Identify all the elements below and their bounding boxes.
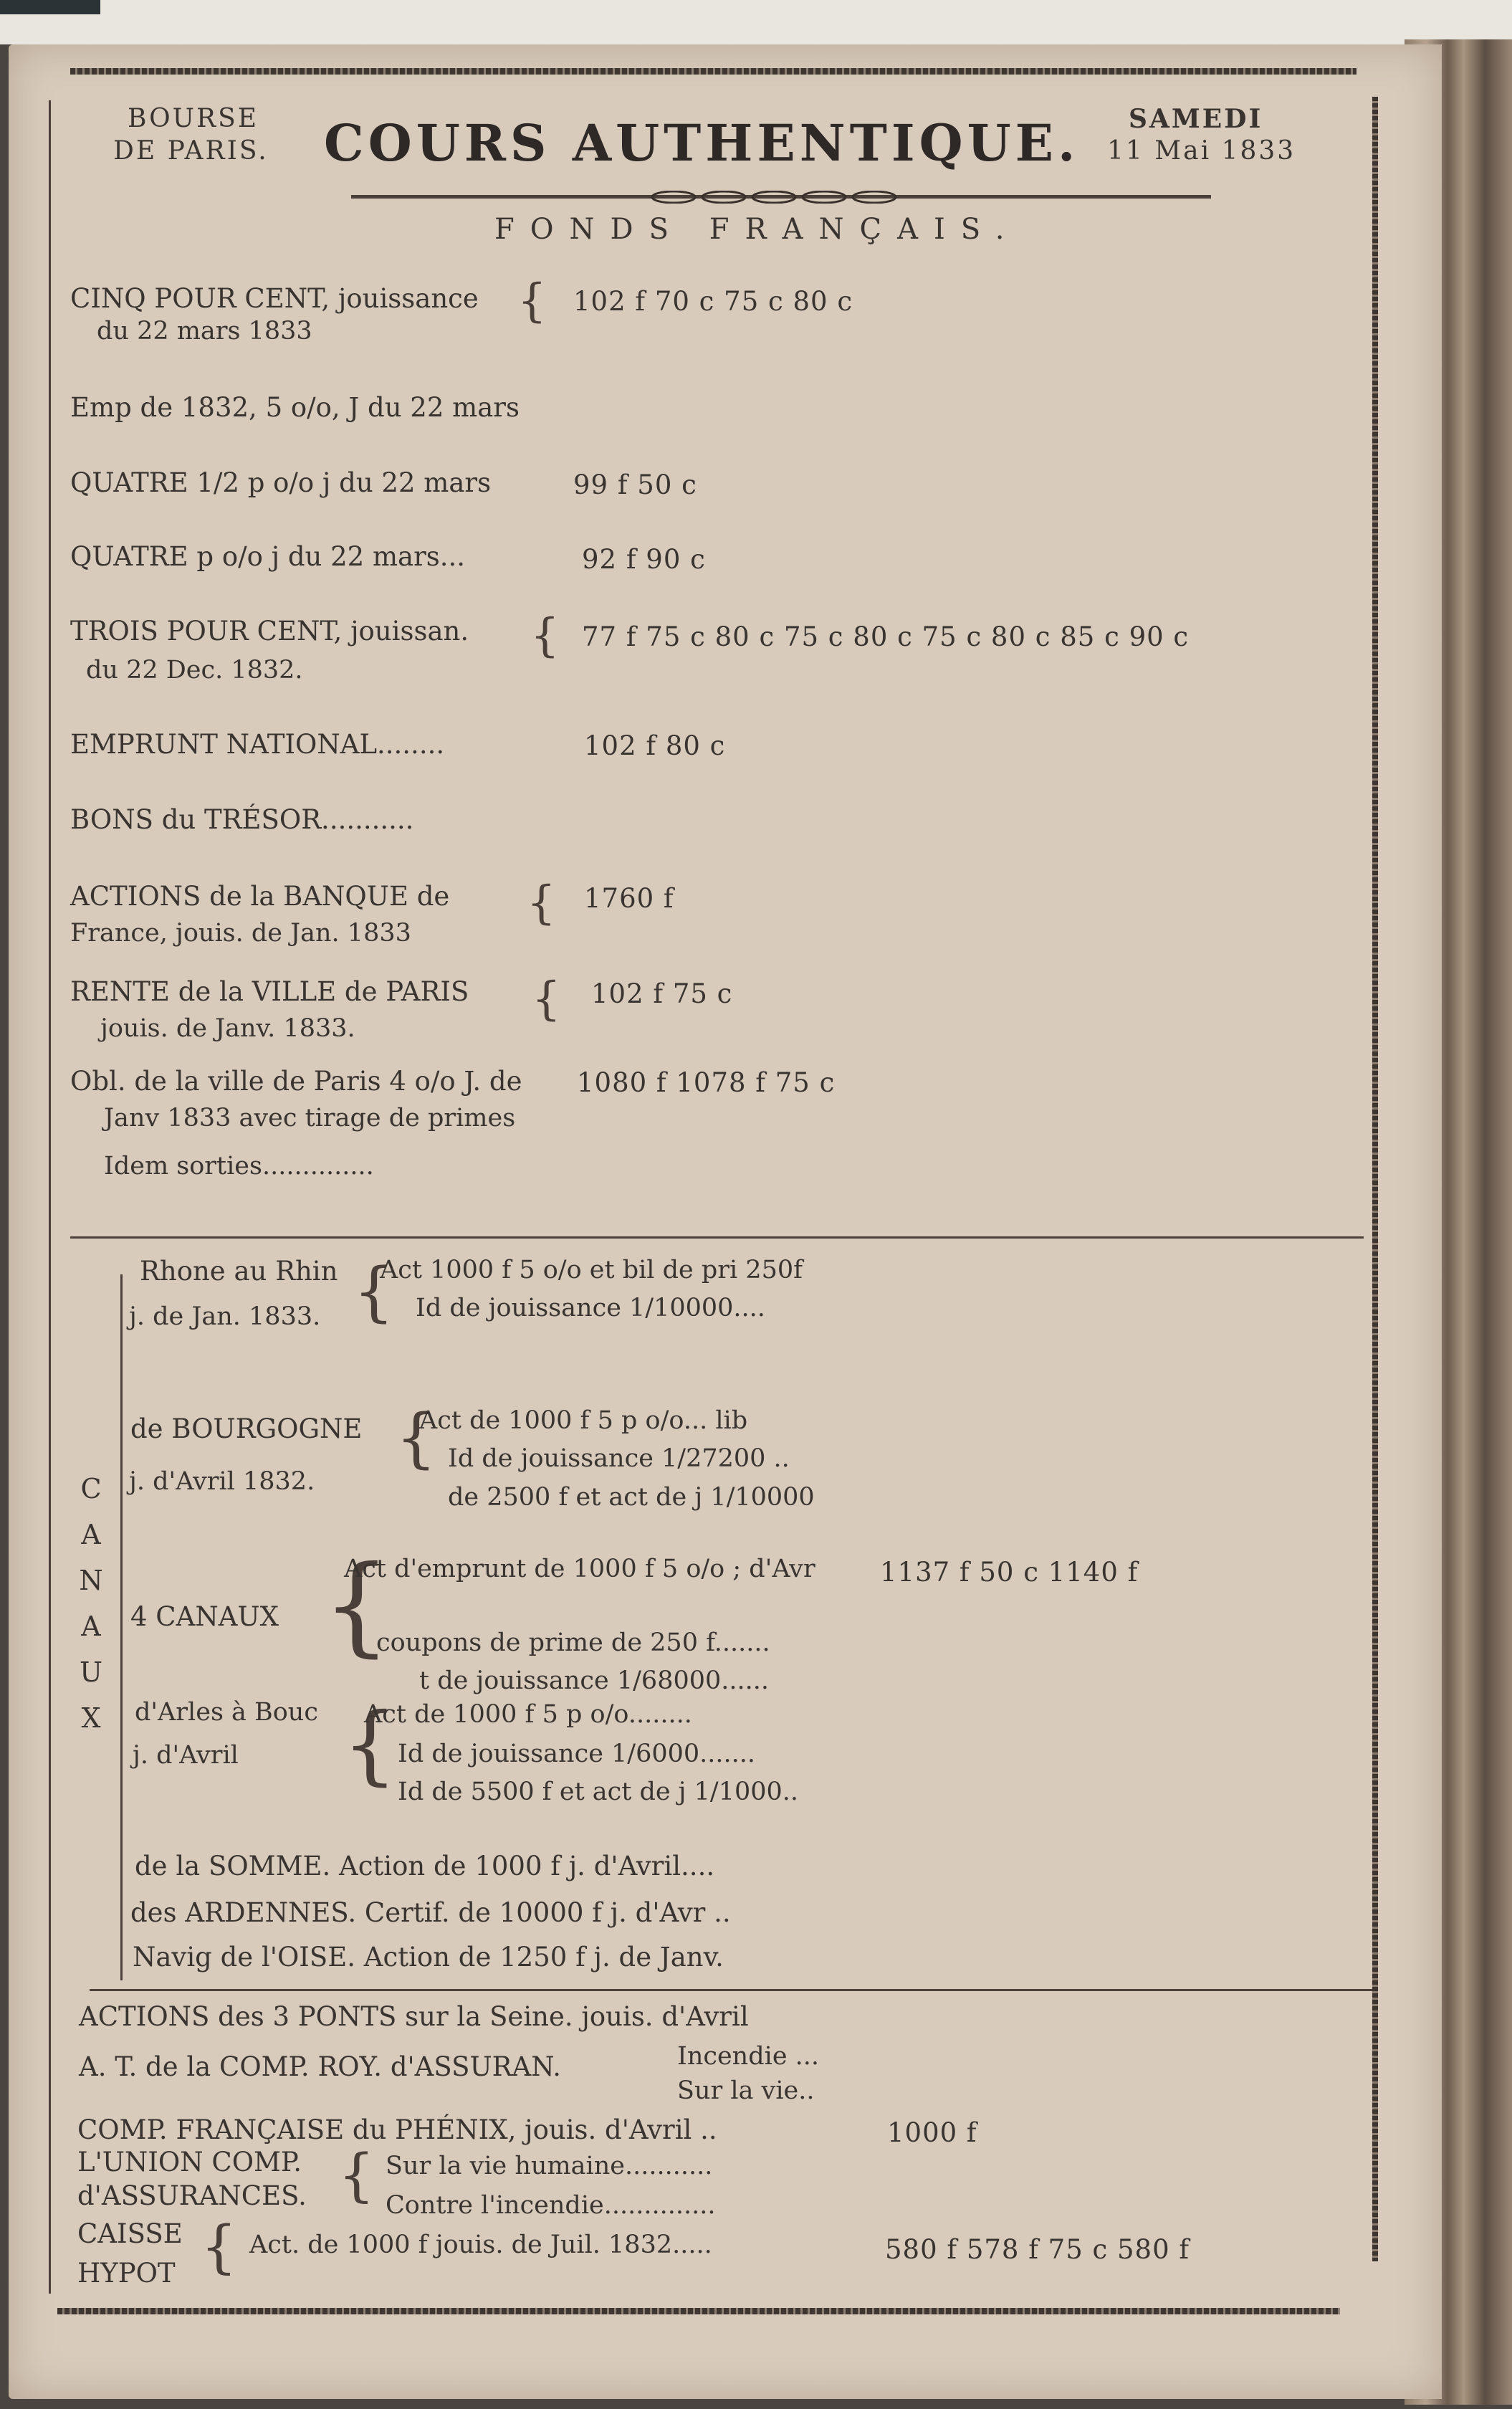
row-value: 580 f 578 f 75 c 580 f [885, 2234, 1190, 2265]
canal-name: 4 CANAUX [130, 1601, 279, 1632]
row-label: Emp de 1832, 5 o/o, J du 22 mars [70, 392, 520, 423]
canal-row: des ARDENNES. Certif. de 10000 f j. d'Avr .. [130, 1897, 731, 1928]
canal-line: Act de 1000 f 5 p o/o........ [364, 1700, 692, 1729]
row-label: QUATRE 1/2 p o/o j du 22 mars [70, 467, 492, 498]
brace: { [353, 1254, 395, 1330]
bottom-ornamental-rule [57, 2308, 1340, 2314]
background-corner [0, 0, 100, 14]
row-sublabel: Idem sorties.............. [104, 1152, 374, 1180]
canal-sub: j. d'Avril 1832. [129, 1467, 315, 1496]
canal-line: Id de jouissance 1/27200 .. [448, 1444, 790, 1473]
actions-label: d'ASSURANCES. [77, 2180, 307, 2211]
actions-row: ACTIONS des 3 PONTS sur la Seine. jouis. d'Avril [79, 2001, 749, 2032]
header-right-line1: SAMEDI [1129, 104, 1263, 134]
row-value: 77 f 75 c 80 c 75 c 80 c 75 c 80 c 85 c 90 c [582, 621, 1190, 652]
canal-name: Rhone au Rhin [140, 1256, 338, 1287]
row-value: 1760 f [584, 883, 674, 914]
actions-line: Sur la vie humaine........... [386, 2152, 713, 2180]
row-sublabel: du 22 Dec. 1832. [86, 656, 303, 684]
row-label: BONS du TRÉSOR........... [70, 804, 414, 835]
canal-sub: j. d'Avril [133, 1741, 239, 1770]
canal-line: Act de 1000 f 5 p o/o... lib [419, 1406, 748, 1435]
brace: { [530, 609, 560, 662]
section-fonds-francais: FONDS FRANÇAIS. [494, 213, 1020, 246]
row-value: 1080 f 1078 f 75 c [577, 1067, 836, 1098]
brace: { [517, 275, 547, 328]
brace: { [532, 973, 561, 1026]
row-sublabel: Janv 1833 avec tirage de primes [104, 1104, 516, 1132]
page-title: COURS AUTHENTIQUE. [324, 113, 1080, 173]
row-label: QUATRE p o/o j du 22 mars... [70, 541, 466, 572]
actions-label: HYPOT [77, 2258, 176, 2289]
section-divider [90, 1989, 1372, 1991]
canal-line: t de jouissance 1/68000...... [419, 1666, 770, 1695]
actions-line: Act. de 1000 f jouis. de Juil. 1832..... [249, 2231, 712, 2259]
canaux-vertical-label: CANAUX [75, 1473, 107, 1748]
canal-name: d'Arles à Bouc [135, 1698, 318, 1727]
canal-line: Act d'emprunt de 1000 f 5 o/o ; d'Avr [344, 1555, 815, 1583]
row-sublabel: du 22 mars 1833 [97, 317, 312, 345]
canal-sub: j. de Jan. 1833. [129, 1302, 321, 1331]
brace: { [396, 1401, 437, 1476]
actions-label: L'UNION COMP. [77, 2147, 302, 2177]
canaux-bracket-line [120, 1274, 123, 1980]
brace: { [338, 2142, 375, 2208]
row-label: Obl. de la ville de Paris 4 o/o J. de [70, 1066, 522, 1097]
brace: { [201, 2213, 237, 2280]
row-label: ACTIONS de la BANQUE de [70, 881, 450, 912]
canal-row: de la SOMME. Action de 1000 f j. d'Avril.... [135, 1851, 715, 1881]
brace: { [527, 877, 556, 930]
row-label: TROIS POUR CENT, jouissan. [70, 616, 469, 647]
row-sublabel: jouis. de Janv. 1833. [100, 1014, 355, 1043]
actions-line: Contre l'incendie.............. [386, 2191, 716, 2220]
header-date: 11 Mai 1833 [1107, 136, 1296, 166]
header-left-line1: BOURSE [128, 104, 259, 133]
row-value: 1000 f [887, 2117, 977, 2148]
header-left-line2: DE PARIS. [113, 136, 269, 166]
canal-line: coupons de prime de 250 f....... [376, 1628, 770, 1657]
actions-line: Sur la vie.. [677, 2076, 815, 2105]
row-label: RENTE de la VILLE de PARIS [70, 976, 469, 1007]
actions-row: COMP. FRANÇAISE du PHÉNIX, jouis. d'Avril .. [77, 2114, 717, 2145]
background-strip [0, 0, 1512, 44]
canal-line: Id de 5500 f et act de j 1/1000.. [398, 1778, 799, 1806]
left-frame-line [49, 100, 51, 2294]
canal-line: Id de jouissance 1/6000....... [398, 1740, 756, 1768]
brace: { [322, 1543, 391, 1668]
row-value: 102 f 70 c 75 c 80 c [573, 286, 853, 317]
row-value: 102 f 75 c [591, 978, 733, 1009]
title-ornament [351, 191, 1211, 204]
row-value: 92 f 90 c [582, 544, 706, 575]
canal-line: de 2500 f et act de j 1/10000 [448, 1483, 815, 1512]
section-divider [70, 1236, 1364, 1239]
row-value: 1137 f 50 c 1140 f [880, 1557, 1139, 1588]
canal-name: de BOURGOGNE [130, 1413, 363, 1444]
brace: { [343, 1695, 398, 1795]
top-ornamental-rule [70, 68, 1357, 75]
actions-line: Incendie ... [677, 2042, 820, 2071]
canal-line: Id de jouissance 1/10000.... [416, 1294, 765, 1322]
canal-row: Navig de l'OISE. Action de 1250 f j. de Janv. [133, 1942, 724, 1972]
actions-label: CAISSE [77, 2218, 183, 2249]
row-label: CINQ POUR CENT, jouissance [70, 283, 479, 314]
canal-line: Act 1000 f 5 o/o et bil de pri 250f [380, 1256, 803, 1284]
right-frame-border [1372, 97, 1378, 2261]
row-label: EMPRUNT NATIONAL........ [70, 729, 445, 760]
actions-label: A. T. de la COMP. ROY. d'ASSURAN. [79, 2051, 561, 2082]
row-value: 102 f 80 c [584, 730, 726, 761]
row-sublabel: France, jouis. de Jan. 1833 [70, 919, 411, 948]
row-value: 99 f 50 c [573, 469, 697, 500]
